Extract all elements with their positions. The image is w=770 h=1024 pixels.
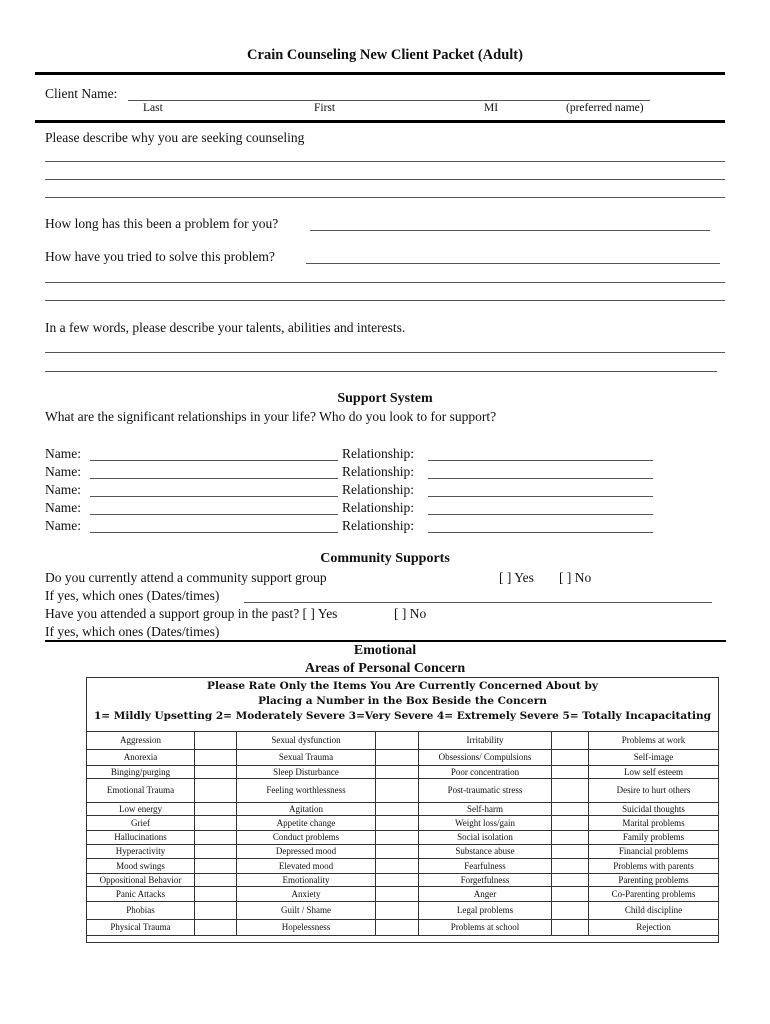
concern-item: Rejection xyxy=(589,920,719,936)
support-name-label: Name: xyxy=(45,464,81,479)
concern-rating-box[interactable] xyxy=(376,766,419,779)
concern-row xyxy=(87,732,719,750)
support-relationship-label: Relationship: xyxy=(342,482,414,497)
concern-row xyxy=(87,887,719,902)
concern-rating-box[interactable] xyxy=(195,732,237,750)
concern-item: Binging/purging xyxy=(87,766,195,779)
concern-rating-box[interactable] xyxy=(195,859,237,874)
community-past-no-checkbox[interactable]: [ ] No xyxy=(394,606,427,621)
concern-item: Weight loss/gain xyxy=(419,816,552,831)
concern-rating-box[interactable] xyxy=(195,766,237,779)
concern-item: Aggression xyxy=(87,732,195,750)
concern-item: Marital problems xyxy=(589,816,719,831)
concern-item: Suicidal thoughts xyxy=(589,803,719,816)
concern-item: Self-harm xyxy=(419,803,552,816)
concern-rating-box[interactable] xyxy=(195,803,237,816)
concern-item: Co-Parenting problems xyxy=(589,887,719,902)
concern-row xyxy=(87,750,719,766)
concern-rating-box[interactable] xyxy=(376,874,419,887)
concern-item: Feeling worthlessness xyxy=(237,779,376,803)
concern-item: Sleep Disturbance xyxy=(237,766,376,779)
client-name-label: Client Name: xyxy=(45,86,118,101)
concern-item: Substance abuse xyxy=(419,845,552,859)
concern-item: Conduct problems xyxy=(237,831,376,845)
concern-rating-box[interactable] xyxy=(552,803,589,816)
support-relationship-field-3[interactable] xyxy=(428,496,653,497)
support-relationship-label: Relationship: xyxy=(342,500,414,515)
support-question: What are the significant relationships in your life? Who do you look to for support? xyxy=(45,409,497,424)
community-divider xyxy=(45,640,726,642)
support-name-field-5[interactable] xyxy=(90,532,338,533)
support-relationship-field-4[interactable] xyxy=(428,514,653,515)
page-title: Crain Counseling New Client Packet (Adult) xyxy=(247,47,523,63)
concern-item: Hopelessness xyxy=(237,920,376,936)
concern-item: Anxiety xyxy=(237,887,376,902)
concern-item: Poor concentration xyxy=(419,766,552,779)
concern-item: Forgetfulness xyxy=(419,874,552,887)
concern-rating-box[interactable] xyxy=(552,845,589,859)
tried-line-3[interactable] xyxy=(45,300,725,301)
concern-rating-box[interactable] xyxy=(376,859,419,874)
header-divider xyxy=(35,72,725,75)
client-name-field[interactable] xyxy=(128,100,650,101)
concern-item: Grief xyxy=(87,816,195,831)
concern-item: Emotionality xyxy=(237,874,376,887)
concern-rating-box[interactable] xyxy=(552,887,589,902)
support-name-field-1[interactable] xyxy=(90,460,338,461)
concern-rating-box[interactable] xyxy=(376,831,419,845)
concern-rating-scale: 1= Mildly Upsetting 2= Moderately Severe 3=Very Severe 4= Extremely Severe 5= Totally Incapacitating xyxy=(94,710,711,722)
community-attend-no-checkbox[interactable]: [ ] No xyxy=(559,570,592,585)
concern-item: Elevated mood xyxy=(237,859,376,874)
concern-rating-box[interactable] xyxy=(195,750,237,766)
concern-rating-box[interactable] xyxy=(376,920,419,936)
concern-rating-box[interactable] xyxy=(195,845,237,859)
concern-item: Sexual dysfunction xyxy=(237,732,376,750)
concern-item: Financial problems xyxy=(589,845,719,859)
concern-rating-box[interactable] xyxy=(552,831,589,845)
concern-item: Irritability xyxy=(419,732,552,750)
concern-rating-box[interactable] xyxy=(552,766,589,779)
client-name-preferred-caption: (preferred name) xyxy=(566,102,644,114)
support-relationship-label: Relationship: xyxy=(342,446,414,461)
concern-item: Parenting problems xyxy=(589,874,719,887)
support-relationship-field-2[interactable] xyxy=(428,478,653,479)
support-relationship-label: Relationship: xyxy=(342,464,414,479)
concern-item: Family problems xyxy=(589,831,719,845)
concern-item: Hallucinations xyxy=(87,831,195,845)
concern-item: Appetite change xyxy=(237,816,376,831)
concern-instructions-line-1: Please Rate Only the Items You Are Currently Concerned About by xyxy=(207,680,598,692)
talents-question: In a few words, please describe your talents, abilities and interests. xyxy=(45,320,406,335)
concern-row xyxy=(87,859,719,874)
concern-rating-box[interactable] xyxy=(376,779,419,803)
concern-item: Emotional Trauma xyxy=(87,779,195,803)
reason-line-1[interactable] xyxy=(45,161,725,162)
concern-instructions xyxy=(86,677,719,729)
concern-rating-box[interactable] xyxy=(195,887,237,902)
support-name-field-4[interactable] xyxy=(90,514,338,515)
concern-rating-box[interactable] xyxy=(376,803,419,816)
concern-item: Obsessions/ Compulsions xyxy=(419,750,552,766)
concern-row xyxy=(87,902,719,920)
concern-item: Child discipline xyxy=(589,902,719,920)
concern-item: Low energy xyxy=(87,803,195,816)
concern-item: Problems at work xyxy=(589,732,719,750)
concern-rating-box[interactable] xyxy=(552,816,589,831)
concern-item: Physical Trauma xyxy=(87,920,195,936)
concern-rating-box[interactable] xyxy=(552,750,589,766)
concern-row xyxy=(87,831,719,845)
support-name-label: Name: xyxy=(45,482,81,497)
concern-rating-box[interactable] xyxy=(195,816,237,831)
community-past-question[interactable]: Have you attended a support group in the past? [ ] Yes xyxy=(45,606,338,621)
support-name-field-2[interactable] xyxy=(90,478,338,479)
emotional-subtitle: Areas of Personal Concern xyxy=(304,661,466,676)
how-long-question: How long has this been a problem for you? xyxy=(45,216,279,231)
support-relationship-field-5[interactable] xyxy=(428,532,653,533)
talents-line-1[interactable] xyxy=(45,352,725,353)
concern-rating-box[interactable] xyxy=(552,859,589,874)
community-attend-yes-checkbox[interactable]: [ ] Yes xyxy=(499,570,534,585)
tried-field[interactable] xyxy=(306,263,720,264)
support-name-label: Name: xyxy=(45,446,81,461)
concern-rating-box[interactable] xyxy=(552,902,589,920)
concern-item: Anger xyxy=(419,887,552,902)
community-which-label: If yes, which ones (Dates/times) xyxy=(45,588,220,603)
community-which-field[interactable] xyxy=(244,602,712,603)
community-attend-question: Do you currently attend a community support group xyxy=(45,570,327,585)
concern-item: Problems at school xyxy=(419,920,552,936)
concern-item: Panic Attacks xyxy=(87,887,195,902)
support-relationship-field-1[interactable] xyxy=(428,460,653,461)
concern-rating-box[interactable] xyxy=(195,831,237,845)
client-name-first-caption: First xyxy=(314,102,336,114)
concern-rating-box[interactable] xyxy=(195,874,237,887)
reason-line-3[interactable] xyxy=(45,197,725,198)
concern-row xyxy=(87,920,719,936)
concern-rating-box[interactable] xyxy=(376,887,419,902)
client-name-last-caption: Last xyxy=(143,102,163,114)
concern-rating-box[interactable] xyxy=(376,816,419,831)
talents-line-2[interactable] xyxy=(45,371,717,372)
concern-item: Self-image xyxy=(589,750,719,766)
concern-rating-box[interactable] xyxy=(552,874,589,887)
concern-item: Desire to hurt others xyxy=(589,779,719,803)
concern-rating-box[interactable] xyxy=(376,732,419,750)
concern-rating-box[interactable] xyxy=(195,902,237,920)
concern-rating-box[interactable] xyxy=(195,920,237,936)
emotional-title: Emotional xyxy=(353,643,417,658)
concern-rating-box[interactable] xyxy=(552,779,589,803)
concern-item: Legal problems xyxy=(419,902,552,920)
concern-table xyxy=(86,731,719,936)
support-name-label: Name: xyxy=(45,500,81,515)
concern-row xyxy=(87,766,719,779)
support-name-field-3[interactable] xyxy=(90,496,338,497)
support-name-label: Name: xyxy=(45,518,81,533)
concern-item: Sexual Trauma xyxy=(237,750,376,766)
how-long-field[interactable] xyxy=(310,230,710,231)
concern-rating-box[interactable] xyxy=(552,732,589,750)
concern-rating-box[interactable] xyxy=(195,779,237,803)
concern-rating-box[interactable] xyxy=(552,920,589,936)
reason-line-2[interactable] xyxy=(45,179,725,180)
concern-rating-box[interactable] xyxy=(376,750,419,766)
concern-row xyxy=(87,816,719,831)
community-which2-label: If yes, which ones (Dates/times) xyxy=(45,624,220,639)
concern-item: Social isolation xyxy=(419,831,552,845)
concern-row xyxy=(87,779,719,803)
concern-rating-box[interactable] xyxy=(376,845,419,859)
reason-question: Please describe why you are seeking counseling xyxy=(45,130,305,145)
concern-row xyxy=(87,845,719,859)
support-relationship-label: Relationship: xyxy=(342,518,414,533)
community-supports-title: Community Supports xyxy=(320,551,450,566)
concern-item: Depressed mood xyxy=(237,845,376,859)
concern-item: Agitation xyxy=(237,803,376,816)
tried-line-2[interactable] xyxy=(45,282,725,283)
concern-item: Problems with parents xyxy=(589,859,719,874)
client-name-mi-caption: MI xyxy=(484,102,499,114)
concern-item: Guilt / Shame xyxy=(237,902,376,920)
tried-question: How have you tried to solve this problem? xyxy=(45,249,275,264)
concern-item: Oppositional Behavior xyxy=(87,874,195,887)
concern-item: Post-traumatic stress xyxy=(419,779,552,803)
concern-item: Phobias xyxy=(87,902,195,920)
client-divider xyxy=(35,120,725,123)
concern-instructions-line-2: Placing a Number in the Box Beside the Concern xyxy=(258,695,547,707)
support-system-title: Support System xyxy=(337,391,433,406)
concern-row xyxy=(87,803,719,816)
concern-item: Hyperactivity xyxy=(87,845,195,859)
concern-rating-box[interactable] xyxy=(376,902,419,920)
concern-item: Anorexia xyxy=(87,750,195,766)
concern-item: Mood swings xyxy=(87,859,195,874)
concern-item: Low self esteem xyxy=(589,766,719,779)
concern-item: Fearfulness xyxy=(419,859,552,874)
concern-row xyxy=(87,874,719,887)
